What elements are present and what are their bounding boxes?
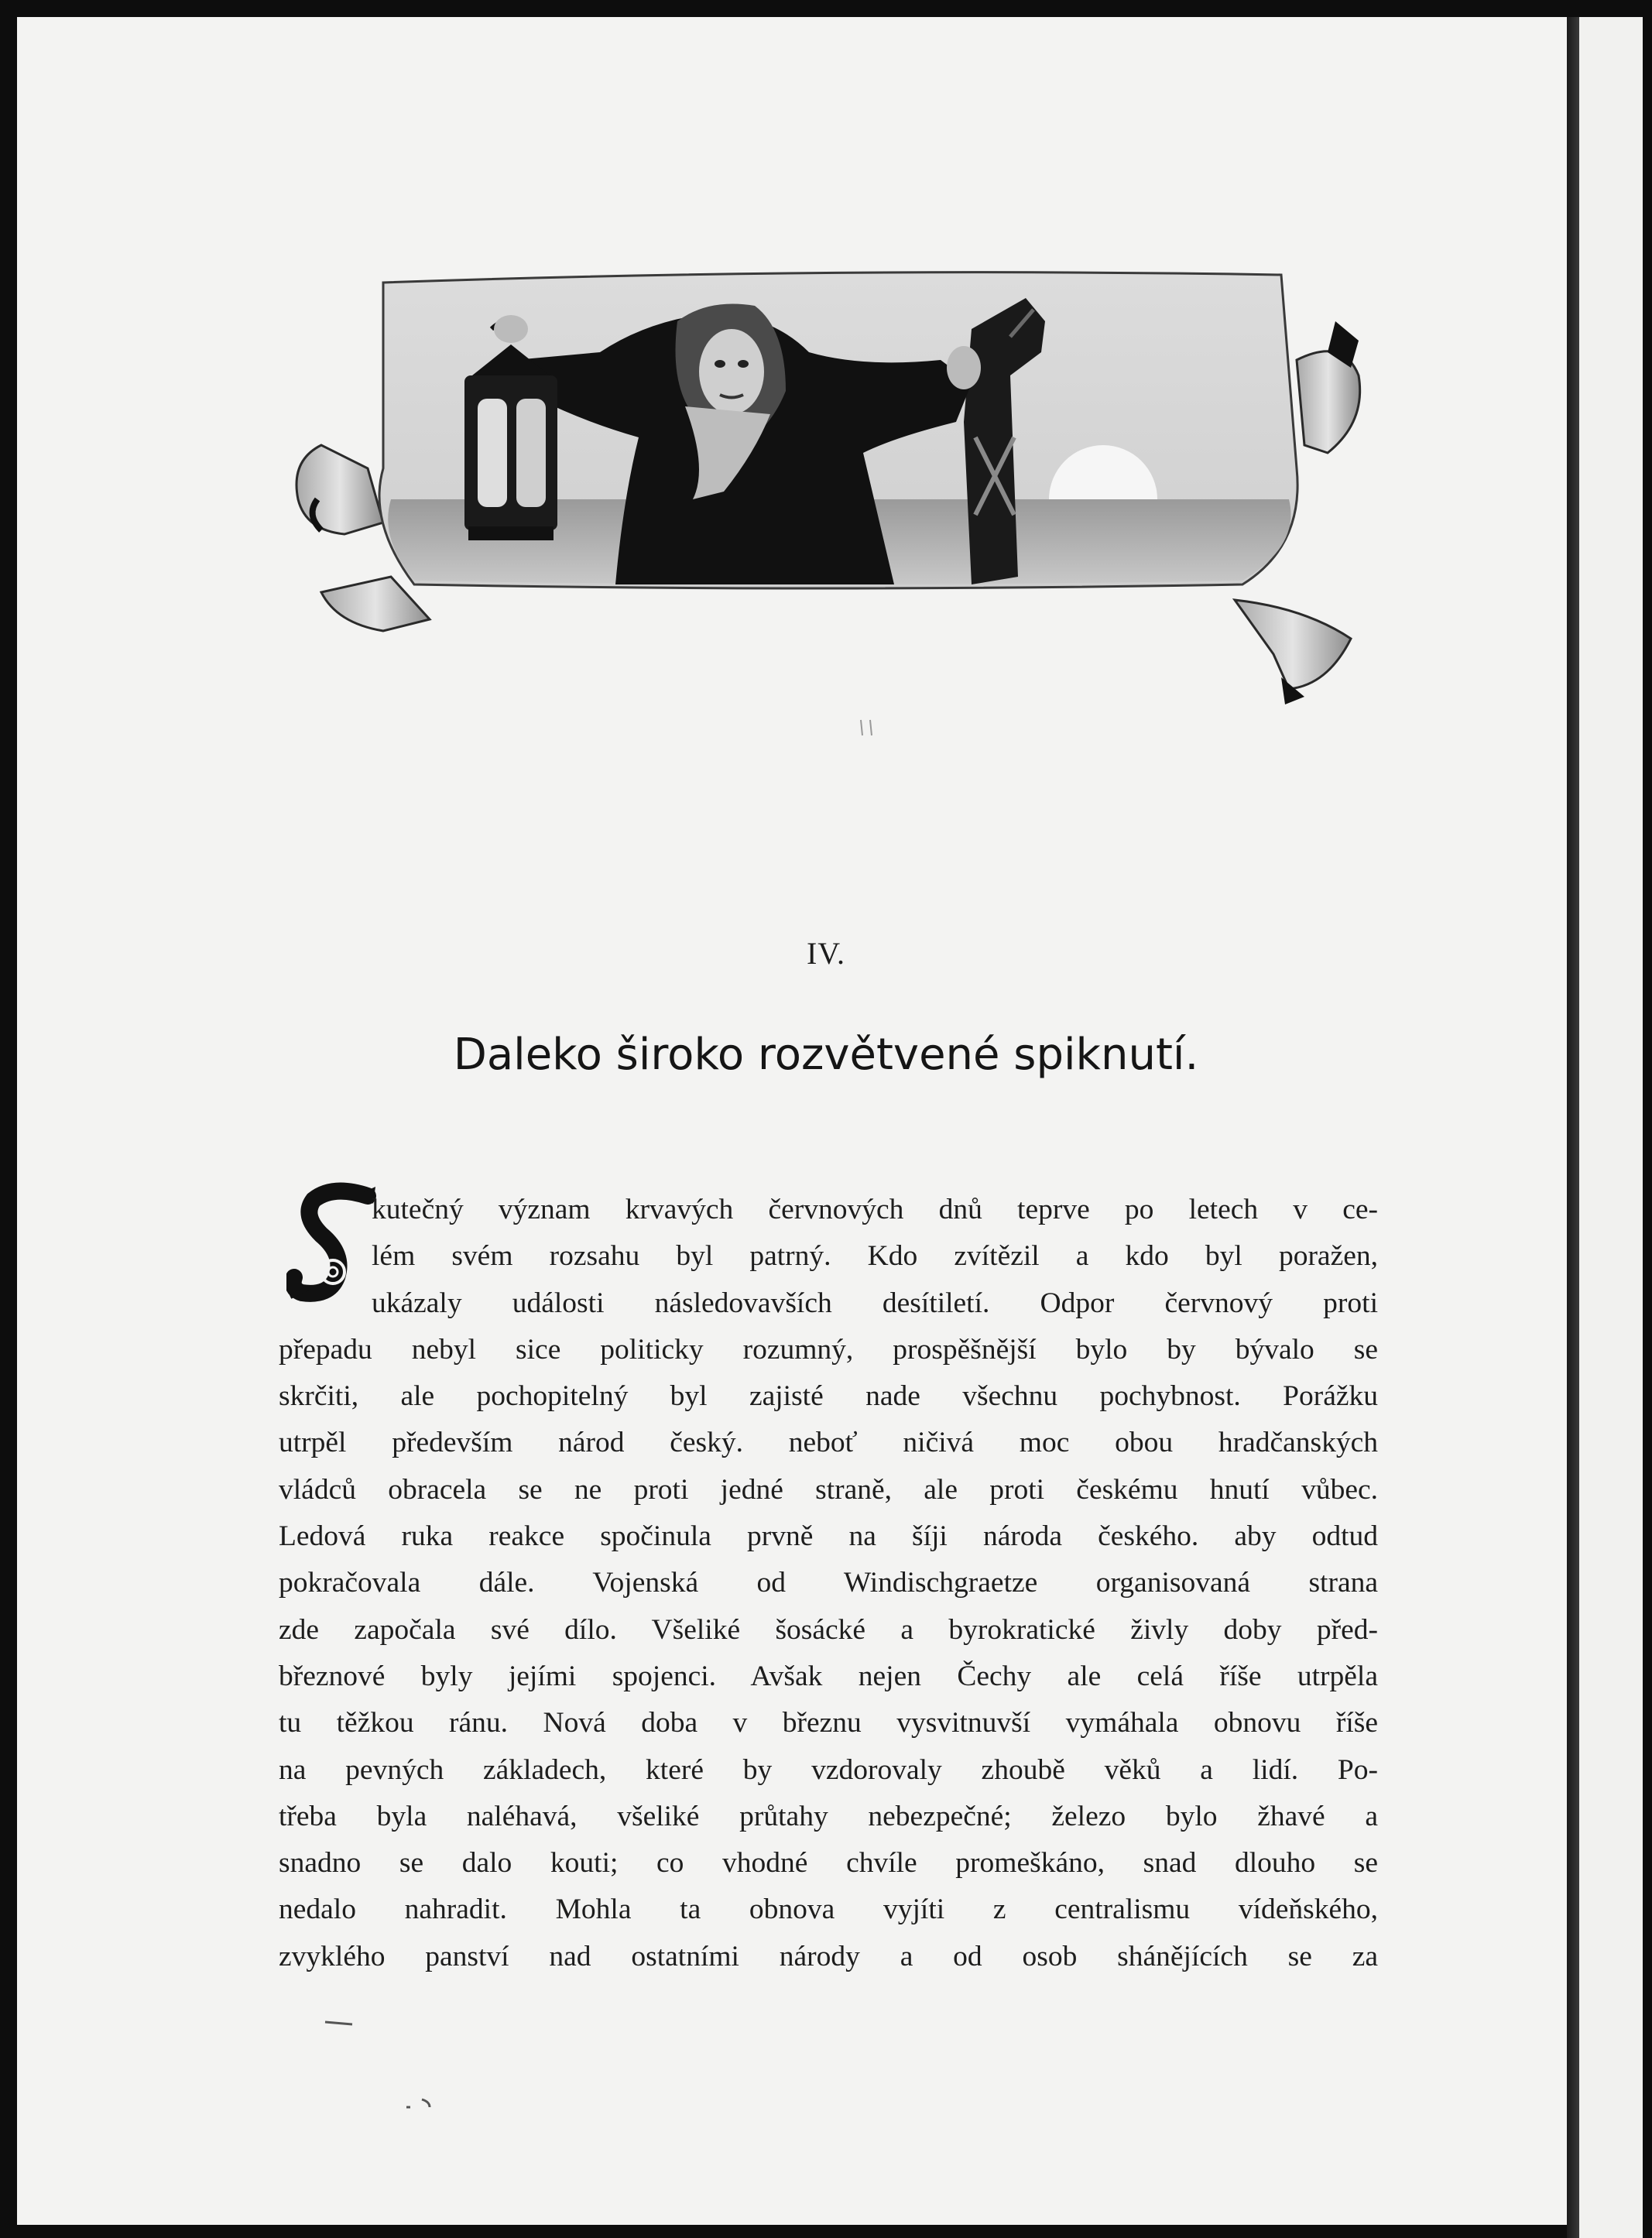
text-line: zvyklého panství nad ostatními národy a od osob shánějících se za — [279, 1940, 1378, 1972]
text-line: lém svém rozsahu byl patrný. Kdo zvítězil a kdo byl poražen, — [372, 1240, 1378, 1273]
text-line: třeba byla naléhavá, všeliké průtahy nebezpečné; železo bylo žhavé a — [279, 1800, 1378, 1832]
page-gutter-shadow — [1567, 17, 1579, 2238]
text-line: kutečný význam krvavých červnových dnů teprve po letech v ce- — [372, 1194, 1378, 1225]
chapter-body — [279, 1187, 1378, 1980]
text-line: Ledová ruka reakce spočinula prvně na šíji národa českého. aby odtud — [279, 1520, 1378, 1553]
text-line: snadno se dalo kouti; co vhodné chvíle promeškáno, snad dlouho se — [279, 1847, 1378, 1880]
text-line: přepadu nebyl sice politicky rozumný, prospěšnější bylo by bývalo se — [279, 1333, 1378, 1366]
text-line: vládců obracela se ne proti jedné straně, ale proti českému hnutí vůbec. — [279, 1473, 1378, 1506]
text-line: utrpěl především národ český. neboť ničivá moc obou hradčanských — [279, 1427, 1378, 1459]
text-line: nedalo nahradit. Mohla ta obnova vyjíti z centralismu vídeňského, — [279, 1894, 1378, 1926]
text-line: tu těžkou ránu. Nová doba v březnu vysvitnuvší vymáhala obnovu říše — [279, 1707, 1378, 1739]
chapter-number: IV. — [806, 936, 846, 971]
headpiece-illustration — [275, 267, 1374, 708]
adjacent-page-edge — [1579, 17, 1643, 2238]
text-line: zde započala své dílo. Všeliké šosácké a byrokratické živly doby před- — [279, 1613, 1378, 1646]
text-line: ukázaly události následovavších desítiletí. Odpor červnový proti — [372, 1287, 1378, 1319]
text-line: na pevných základech, které by vzdorovaly zhoubě věků a lidí. Po- — [279, 1753, 1378, 1786]
text-line: pokračovala dále. Vojenská od Windischgraetze organisovaná strana — [279, 1567, 1378, 1599]
chapter-title: Daleko široko rozvětvené spiknutí. — [453, 1030, 1199, 1080]
text-line: skrčiti, ale pochopitelný byl zajisté nade všechnu pochybnost. Porážku — [279, 1380, 1378, 1413]
text-line: březnové byly jejími spojenci. Avšak nejen Čechy ale celá říše utrpěla — [279, 1660, 1378, 1692]
